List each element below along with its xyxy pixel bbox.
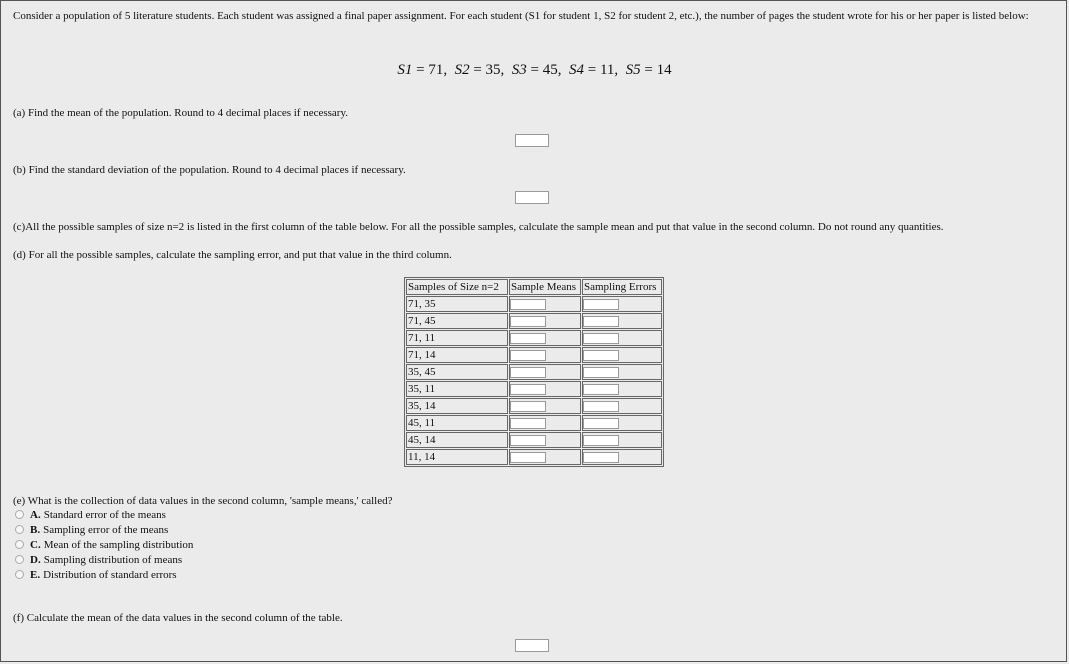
options-list (15, 507, 193, 582)
sampling-error-cell (582, 347, 662, 363)
sampling-error-input[interactable] (583, 316, 619, 327)
sampling-error-input[interactable] (583, 435, 619, 446)
sample-pair-cell: 45, 14 (406, 432, 508, 448)
sample-mean-cell (509, 415, 581, 431)
sampling-error-cell (582, 398, 662, 414)
table-row (406, 347, 662, 363)
sample-mean-input[interactable] (510, 333, 546, 344)
radio-button[interactable] (15, 555, 24, 564)
sampling-error-cell (582, 449, 662, 465)
sampling-error-cell (582, 364, 662, 380)
table-row (406, 449, 662, 465)
sample-mean-cell (509, 432, 581, 448)
header-sampling-errors: Sampling Errors (582, 279, 662, 295)
sample-pair-cell: 35, 11 (406, 381, 508, 397)
option-text: Sampling error of the means (43, 523, 169, 536)
sample-mean-input[interactable] (510, 350, 546, 361)
sampling-error-cell (582, 296, 662, 312)
radio-button[interactable] (15, 525, 24, 534)
table-row (406, 381, 662, 397)
sample-pair-cell: 71, 11 (406, 330, 508, 346)
sampling-error-input[interactable] (583, 384, 619, 395)
question-e-text: (e) What is the collection of data values in the second column, 'sample means,' called? (13, 495, 393, 507)
sample-pair-cell: 71, 35 (406, 296, 508, 312)
table-row (406, 398, 662, 414)
sample-mean-input[interactable] (510, 384, 546, 395)
sampling-error-input[interactable] (583, 418, 619, 429)
answer-a-input[interactable] (515, 134, 549, 147)
sample-pair-cell: 71, 45 (406, 313, 508, 329)
question-a-text: (a) Find the mean of the population. Round to 4 decimal places if necessary. (13, 107, 348, 119)
sampling-error-input[interactable] (583, 333, 619, 344)
answer-f-input[interactable] (515, 639, 549, 652)
sample-mean-cell (509, 398, 581, 414)
question-b-text: (b) Find the standard deviation of the population. Round to 4 decimal places if necessary. (13, 164, 406, 176)
option-text: Sampling distribution of means (43, 553, 183, 566)
option-letter: E. (30, 568, 41, 581)
table-row (406, 432, 662, 448)
option-text: Distribution of standard errors (43, 568, 177, 581)
sampling-error-input[interactable] (583, 401, 619, 412)
radio-button[interactable] (15, 510, 24, 519)
sample-mean-cell (509, 313, 581, 329)
sampling-error-cell (582, 415, 662, 431)
sample-mean-cell (509, 330, 581, 346)
option-c[interactable] (15, 537, 193, 552)
radio-button[interactable] (15, 540, 24, 549)
table-row (406, 415, 662, 431)
sampling-error-input[interactable] (583, 367, 619, 378)
sample-mean-input[interactable] (510, 401, 546, 412)
table-header-row (406, 279, 662, 295)
option-text: Mean of the sampling distribution (43, 538, 194, 551)
data-value-s3: S3 = 45 (511, 62, 558, 78)
option-text: Standard error of the means (43, 508, 166, 521)
sample-pair-cell: 71, 14 (406, 347, 508, 363)
table-row (406, 296, 662, 312)
sampling-error-input[interactable] (583, 350, 619, 361)
table-row (406, 364, 662, 380)
option-d[interactable] (15, 552, 193, 567)
table-body (406, 296, 662, 465)
sample-mean-input[interactable] (510, 452, 546, 463)
table-row (406, 330, 662, 346)
sampling-error-input[interactable] (583, 299, 619, 310)
sample-mean-input[interactable] (510, 367, 546, 378)
sample-mean-cell (509, 347, 581, 363)
sampling-error-cell (582, 313, 662, 329)
option-letter: C. (30, 538, 41, 551)
sampling-error-input[interactable] (583, 452, 619, 463)
question-c-text: (c)All the possible samples of size n=2 is listed in the first column of the table below. For all the possible samples, calculate the sample mean and put that value in the second column. Do not round any quantities. (13, 221, 944, 233)
sample-pair-cell: 35, 45 (406, 364, 508, 380)
intro-text: Consider a population of 5 literature students. Each student was assigned a final paper assignment. For each student (S1 for student 1, S2 for student 2, etc.), the number of pages the student wrote for his or her paper is listed below: (13, 10, 1029, 22)
question-f-text: (f) Calculate the mean of the data values in the second column of the table. (13, 612, 343, 624)
data-value-s5: S5 = 14 (625, 62, 672, 78)
sample-mean-cell (509, 449, 581, 465)
option-b[interactable] (15, 522, 193, 537)
option-letter: B. (30, 523, 41, 536)
answer-b-input[interactable] (515, 191, 549, 204)
samples-table (404, 277, 664, 467)
data-value-s4: S4 = 11 (569, 62, 615, 78)
sample-mean-input[interactable] (510, 435, 546, 446)
sample-mean-cell (509, 381, 581, 397)
data-values-line: S1 = 71, S2 = 35, S3 = 45, S4 = 11, S5 = 14 (397, 62, 672, 78)
table-row (406, 313, 662, 329)
sample-pair-cell: 35, 14 (406, 398, 508, 414)
data-value-s2: S2 = 35 (454, 62, 501, 78)
sampling-error-cell (582, 330, 662, 346)
sample-mean-input[interactable] (510, 299, 546, 310)
header-sample-means: Sample Means (509, 279, 581, 295)
sampling-error-cell (582, 381, 662, 397)
sample-mean-input[interactable] (510, 316, 546, 327)
data-value-s1: S1 = 71 (397, 62, 444, 78)
sample-mean-cell (509, 364, 581, 380)
sampling-error-cell (582, 432, 662, 448)
sample-pair-cell: 11, 14 (406, 449, 508, 465)
sample-pair-cell: 45, 11 (406, 415, 508, 431)
radio-button[interactable] (15, 570, 24, 579)
option-letter: A. (30, 508, 41, 521)
question-d-text: (d) For all the possible samples, calculate the sampling error, and put that value in the third column. (13, 249, 452, 261)
option-a[interactable] (15, 507, 193, 522)
option-letter: D. (30, 553, 41, 566)
header-samples: Samples of Size n=2 (406, 279, 508, 295)
sample-mean-input[interactable] (510, 418, 546, 429)
sample-mean-cell (509, 296, 581, 312)
option-e[interactable] (15, 567, 193, 582)
